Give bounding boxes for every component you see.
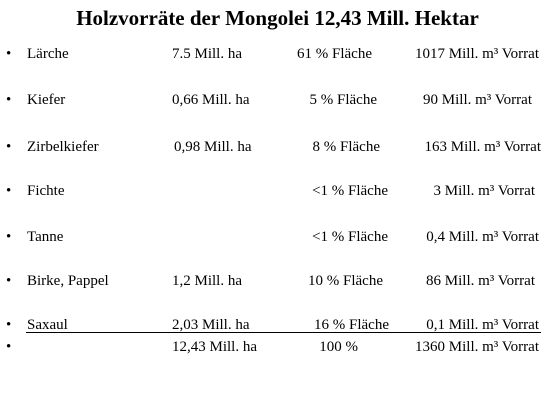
- species-name: Birke, Pappel: [27, 273, 109, 289]
- table-row: [0, 90, 555, 110]
- table-row: [0, 227, 555, 247]
- total-area-value: 12,43 Mill. ha: [172, 339, 257, 355]
- bullet: •: [6, 317, 12, 333]
- stock-value: 163 Mill. m³ Vorrat: [424, 139, 541, 155]
- total-divider: [26, 332, 541, 333]
- total-row: [0, 337, 555, 357]
- area-value: 2,03 Mill. ha: [172, 317, 250, 333]
- percent-value: <1 % Fläche: [312, 183, 388, 199]
- table-row: [0, 271, 555, 291]
- total-percent-value: 100 %: [319, 339, 358, 355]
- stock-value: 1017 Mill. m³ Vorrat: [415, 46, 539, 62]
- bullet: •: [6, 183, 12, 199]
- percent-value: 5 % Fläche: [309, 92, 377, 108]
- bullet: •: [6, 229, 12, 245]
- total-stock-value: 1360 Mill. m³ Vorrat: [415, 339, 539, 355]
- species-name: Fichte: [27, 183, 65, 199]
- bullet: •: [6, 339, 12, 355]
- area-value: 0,98 Mill. ha: [174, 139, 252, 155]
- page-title: Holzvorräte der Mongolei 12,43 Mill. Hektar: [76, 6, 479, 30]
- bullet: •: [6, 139, 12, 155]
- bullet: •: [6, 92, 12, 108]
- species-name: Zirbelkiefer: [27, 139, 99, 155]
- table-row: [0, 181, 555, 201]
- percent-value: 8 % Fläche: [312, 139, 380, 155]
- table-row: [0, 137, 555, 157]
- percent-value: <1 % Fläche: [312, 229, 388, 245]
- stock-value: 90 Mill. m³ Vorrat: [423, 92, 532, 108]
- bullet: •: [6, 273, 12, 289]
- area-value: 0,66 Mill. ha: [172, 92, 250, 108]
- stock-value: 0,4 Mill. m³ Vorrat: [426, 229, 539, 245]
- species-name: Saxaul: [27, 317, 68, 333]
- species-name: Kiefer: [27, 92, 66, 108]
- area-value: 1,2 Mill. ha: [172, 273, 242, 289]
- stock-value: 3 Mill. m³ Vorrat: [433, 183, 535, 199]
- table-row: [0, 44, 555, 64]
- bullet: •: [6, 46, 12, 62]
- stock-value: 86 Mill. m³ Vorrat: [426, 273, 535, 289]
- area-value: 7.5 Mill. ha: [172, 46, 242, 62]
- species-name: Lärche: [27, 46, 69, 62]
- percent-value: 61 % Fläche: [297, 46, 372, 62]
- stock-value: 0,1 Mill. m³ Vorrat: [426, 317, 539, 333]
- percent-value: 16 % Fläche: [314, 317, 389, 333]
- percent-value: 10 % Fläche: [308, 273, 383, 289]
- species-name: Tanne: [27, 229, 64, 245]
